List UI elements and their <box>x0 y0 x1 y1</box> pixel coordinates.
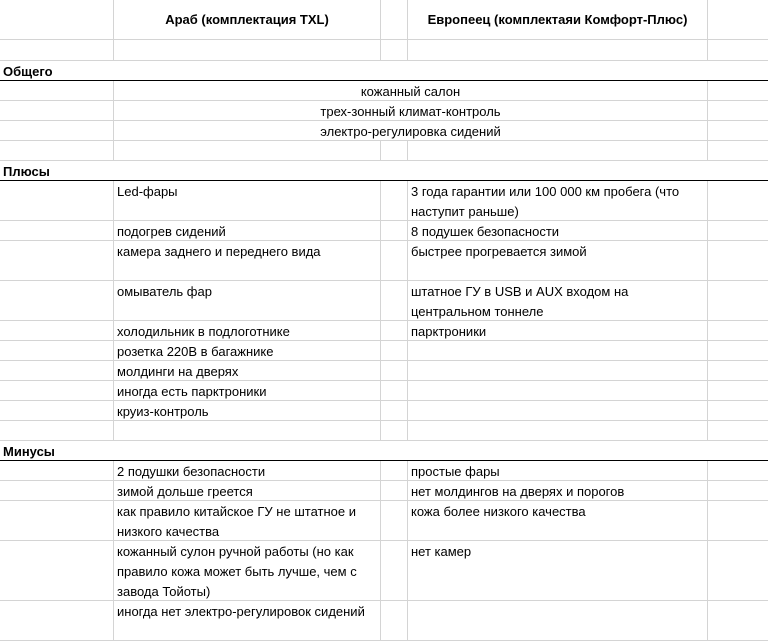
pro-arab[interactable]: иногда есть парктроники <box>114 381 381 401</box>
header-cell-gap[interactable] <box>381 0 408 40</box>
cell[interactable] <box>708 481 768 501</box>
cell[interactable] <box>0 81 114 101</box>
con-euro[interactable]: нет молдингов на дверях и порогов <box>408 481 708 501</box>
con-arab[interactable]: иногда нет электро-регулировок сидений <box>114 601 381 641</box>
cell[interactable] <box>708 101 768 121</box>
table-row <box>0 141 768 161</box>
cell[interactable] <box>708 341 768 361</box>
cell[interactable] <box>0 421 114 441</box>
table-row <box>0 221 768 241</box>
pro-arab[interactable]: Led-фары <box>114 181 381 221</box>
cell[interactable] <box>381 141 408 161</box>
table-row <box>0 541 768 601</box>
pro-euro[interactable]: 3 года гарантии или 100 000 км пробега (что наступит раньше) <box>408 181 708 221</box>
section-title-cons[interactable]: Минусы <box>0 441 114 461</box>
cell[interactable] <box>381 601 408 641</box>
cell[interactable] <box>708 501 768 541</box>
pro-euro[interactable] <box>408 381 708 401</box>
cell[interactable] <box>381 181 408 221</box>
pro-euro[interactable] <box>408 401 708 421</box>
cell[interactable] <box>408 40 708 61</box>
cell[interactable] <box>381 321 408 341</box>
table-row <box>0 81 768 101</box>
table-row <box>0 341 768 361</box>
pro-arab[interactable]: омыватель фар <box>114 281 381 321</box>
cell[interactable] <box>708 281 768 321</box>
cell[interactable] <box>708 401 768 421</box>
header-cell-extra[interactable] <box>708 0 768 40</box>
cell[interactable] <box>708 601 768 641</box>
table-row <box>0 181 768 221</box>
table-row <box>0 421 768 441</box>
cell[interactable] <box>0 321 114 341</box>
cell[interactable] <box>114 421 381 441</box>
pro-euro[interactable] <box>408 341 708 361</box>
cell[interactable] <box>381 221 408 241</box>
table-row <box>0 501 768 541</box>
cell[interactable] <box>381 341 408 361</box>
cell[interactable] <box>381 461 408 481</box>
cell[interactable] <box>381 281 408 321</box>
common-item[interactable]: трех-зонный климат-контроль <box>114 101 708 121</box>
cell[interactable] <box>0 121 114 141</box>
cell[interactable] <box>0 241 114 281</box>
cell[interactable] <box>408 421 708 441</box>
section-row-pros <box>0 161 768 181</box>
cell[interactable] <box>708 241 768 281</box>
table-row <box>0 40 768 61</box>
common-item[interactable]: электро-регулировка сидений <box>114 121 708 141</box>
cell[interactable] <box>381 241 408 281</box>
cell[interactable] <box>0 541 114 601</box>
pro-euro[interactable] <box>408 361 708 381</box>
cell[interactable] <box>708 361 768 381</box>
cell[interactable] <box>708 381 768 401</box>
header-row <box>0 0 768 40</box>
con-arab[interactable]: 2 подушки безопасности <box>114 461 381 481</box>
cell[interactable] <box>0 40 114 61</box>
con-arab[interactable]: как правило китайское ГУ не штатное и низкого качества <box>114 501 381 541</box>
cell[interactable] <box>0 361 114 381</box>
cell[interactable] <box>381 361 408 381</box>
pro-arab[interactable]: холодильник в подлоготнике <box>114 321 381 341</box>
pro-euro[interactable]: быстрее прогревается зимой <box>408 241 708 281</box>
common-item[interactable]: кожанный салон <box>114 81 708 101</box>
cell[interactable] <box>708 181 768 221</box>
section-title-common[interactable]: Общего <box>0 61 114 81</box>
table-row <box>0 361 768 381</box>
cell[interactable] <box>114 141 381 161</box>
pro-euro[interactable]: штатное ГУ в USB и AUX входом на центральном тоннеле <box>408 281 708 321</box>
table-row <box>0 121 768 141</box>
pro-euro[interactable]: парктроники <box>408 321 708 341</box>
con-euro[interactable]: простые фары <box>408 461 708 481</box>
cell[interactable] <box>708 141 768 161</box>
cell[interactable] <box>0 481 114 501</box>
cell[interactable] <box>708 81 768 101</box>
cell[interactable] <box>381 40 408 61</box>
table-row <box>0 281 768 321</box>
cell[interactable] <box>708 121 768 141</box>
table-row <box>0 381 768 401</box>
table-row <box>0 101 768 121</box>
cell[interactable] <box>0 221 114 241</box>
cell[interactable] <box>708 221 768 241</box>
cell[interactable] <box>0 141 114 161</box>
cell[interactable] <box>408 141 708 161</box>
cell[interactable] <box>708 321 768 341</box>
pro-euro[interactable]: 8 подушек безопасности <box>408 221 708 241</box>
cell[interactable] <box>0 601 114 641</box>
pro-arab[interactable]: подогрев сидений <box>114 221 381 241</box>
con-euro[interactable]: кожа более низкого качества <box>408 501 708 541</box>
cell[interactable] <box>0 101 114 121</box>
table-row <box>0 461 768 481</box>
header-cell-empty[interactable] <box>0 0 114 40</box>
section-row-cons <box>0 441 768 461</box>
cell[interactable] <box>0 341 114 361</box>
section-title-pros[interactable]: Плюсы <box>0 161 114 181</box>
cell[interactable] <box>114 40 381 61</box>
cell[interactable] <box>381 541 408 601</box>
cell[interactable] <box>0 281 114 321</box>
cell[interactable] <box>0 181 114 221</box>
con-euro[interactable] <box>408 601 708 641</box>
table-row <box>0 241 768 281</box>
header-arab[interactable]: Араб (комплектация TXL) <box>114 0 381 40</box>
cell[interactable] <box>381 501 408 541</box>
pro-arab[interactable]: розетка 220В в багажнике <box>114 341 381 361</box>
cell[interactable] <box>708 461 768 481</box>
cell[interactable] <box>0 381 114 401</box>
con-arab[interactable]: зимой дольше греется <box>114 481 381 501</box>
pro-arab[interactable]: камера заднего и переднего вида <box>114 241 381 281</box>
table-row <box>0 401 768 421</box>
pro-arab[interactable]: молдинги на дверях <box>114 361 381 381</box>
table-row <box>0 481 768 501</box>
con-euro[interactable]: нет камер <box>408 541 708 601</box>
section-row-common <box>0 61 768 81</box>
cell[interactable] <box>708 421 768 441</box>
cell[interactable] <box>0 501 114 541</box>
cell[interactable] <box>708 40 768 61</box>
cell[interactable] <box>0 461 114 481</box>
table-row <box>0 601 768 641</box>
cell[interactable] <box>0 401 114 421</box>
pro-arab[interactable]: круиз-контроль <box>114 401 381 421</box>
cell[interactable] <box>381 421 408 441</box>
table-row <box>0 321 768 341</box>
header-euro[interactable]: Европеец (комплектаяи Комфорт-Плюс) <box>408 0 708 40</box>
cell[interactable] <box>381 481 408 501</box>
con-arab[interactable]: кожанный сулон ручной работы (но как правило кожа может быть лучше, чем с завода Тойоты) <box>114 541 381 601</box>
cell[interactable] <box>381 381 408 401</box>
cell[interactable] <box>381 401 408 421</box>
cell[interactable] <box>708 541 768 601</box>
